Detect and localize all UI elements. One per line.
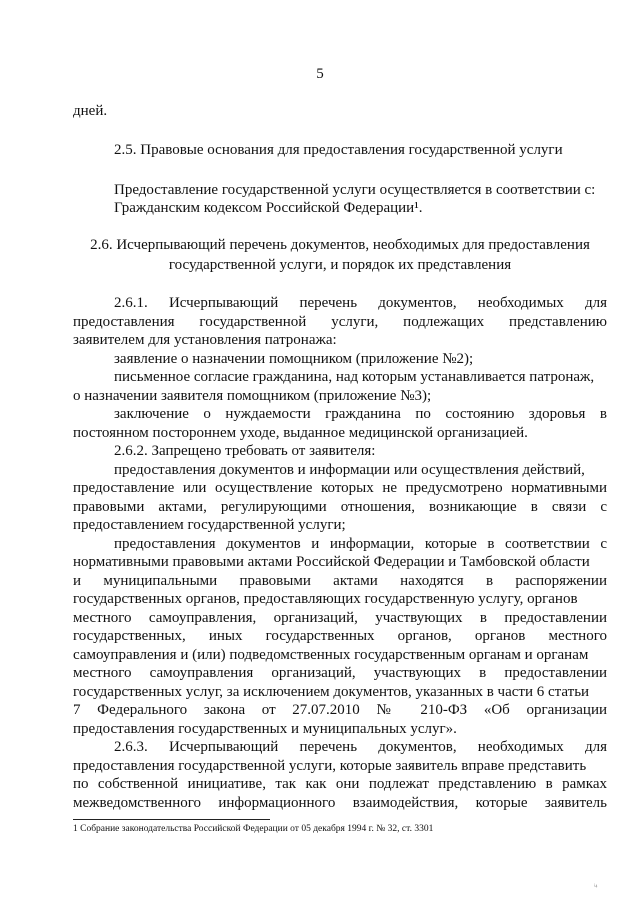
text-line: нормативными правовыми актами Российской Федерации и Тамбовской области xyxy=(73,554,590,570)
page-corner-mark: ᵢ₄ xyxy=(594,880,598,888)
text-line: 7 Федерального закона от 27.07.2010 № 210-ФЗ «Об организации xyxy=(73,702,607,718)
text-line: Гражданским кодексом Российской Федерации¹. xyxy=(114,200,423,216)
text-line: постоянном постороннем уходе, выданное медицинской организацией. xyxy=(73,425,528,441)
text-line: правовыми актами, регулирующими отношения, возникающие в связи с xyxy=(73,499,607,515)
text-line: 2.6.3. Исчерпывающий перечень документов, необходимых для xyxy=(114,739,607,755)
text-line: предоставления государственной услуги, подлежащих представлению xyxy=(73,314,607,330)
text-line: предоставления документов и информации, которые в соответствии с xyxy=(114,536,607,552)
text-line: 2.6. Исчерпывающий перечень документов, необходимых для предоставления xyxy=(90,237,590,253)
footnote: 1 Собрание законодательства Российской Федерации от 05 декабря 1994 г. № 32, ст. 3301 xyxy=(73,824,434,834)
text-line: дней. xyxy=(73,103,108,119)
text-line: государственных органов, предоставляющих государственную услугу, органов xyxy=(73,591,578,607)
text-line: заключение о нуждаемости гражданина по состоянию здоровья в xyxy=(114,406,607,422)
text-line: и муниципальными правовыми актами находятся в распоряжении xyxy=(73,573,607,589)
text-line: заявителем для установления патронажа: xyxy=(73,332,337,348)
text-line: предоставлением государственной услуги; xyxy=(73,517,346,533)
text-line: по собственной инициативе, так как они подлежат представлению в рамках xyxy=(73,776,607,792)
text-line: предоставления документов и информации или осуществления действий, xyxy=(114,462,585,478)
text-line: 2.6.1. Исчерпывающий перечень документов, необходимых для xyxy=(114,295,607,311)
text-line: государственной услуги, и порядок их представления xyxy=(168,257,512,273)
text-line: предоставления государственной услуги, которые заявитель вправе представить xyxy=(73,758,587,774)
footnote-separator xyxy=(73,819,270,820)
text-line: письменное согласие гражданина, над которым устанавливается патронаж, xyxy=(114,369,595,385)
text-line: местного самоуправления организаций, участвующих в предоставлении xyxy=(73,665,607,681)
text-line: государственных услуг, за исключением документов, указанных в части 6 статьи xyxy=(73,684,590,700)
text-line: 2.6.2. Запрещено требовать от заявителя: xyxy=(114,443,376,459)
text-line: заявление о назначении помощником (приложение №2); xyxy=(114,351,474,367)
text-line: местного самоуправления, организаций, участвующих в предоставлении xyxy=(73,610,607,626)
text-line: 2.5. Правовые основания для предоставления государственной услуги xyxy=(114,142,563,158)
text-line: о назначении заявителя помощником (приложение №3); xyxy=(73,388,432,404)
text-line: Предоставление государственной услуги осуществляется в соответствии с: xyxy=(114,182,596,198)
text-line: межведомственного информационного взаимодействия, которые заявитель xyxy=(73,795,607,811)
text-line: предоставления государственных и муниципальных услуг». xyxy=(73,721,457,737)
text-line: государственных, иных государственных органов, органов местного xyxy=(73,628,607,644)
page-number: 5 xyxy=(316,66,324,82)
text-line: предоставление или осуществление которых не предусмотрено нормативными xyxy=(73,480,607,496)
text-line: самоуправления и (или) подведомственных государственным органам и органам xyxy=(73,647,589,663)
